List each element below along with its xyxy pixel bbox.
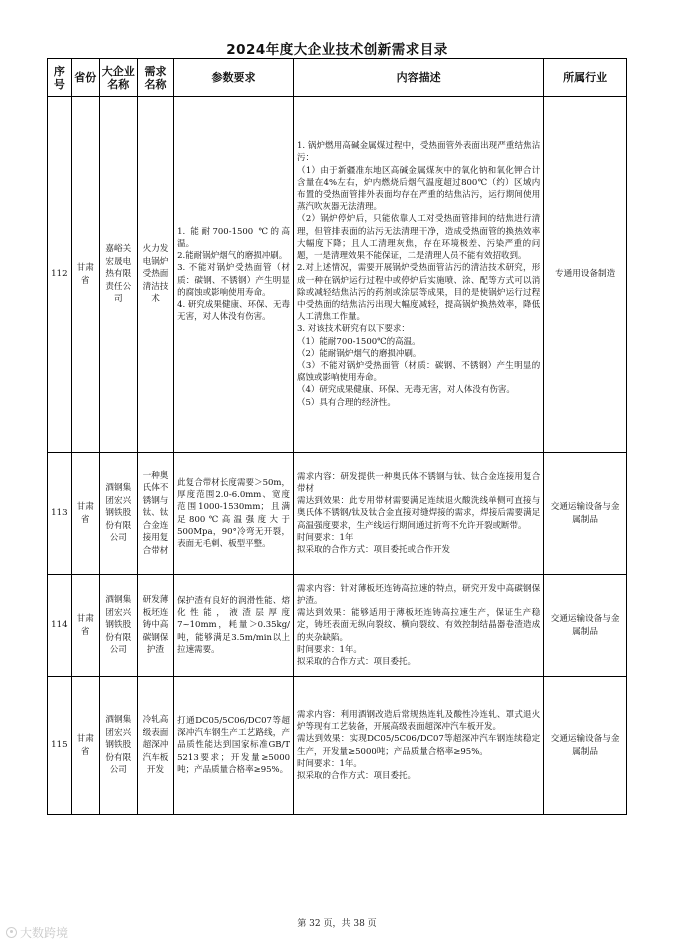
cell-seq: 113 (48, 453, 72, 575)
watermark-text: 大数跨境 (20, 926, 69, 940)
content-line: 需达到效果：能够适用于薄板坯连铸高拉速生产，保证生产稳定，铸坯表面无纵向裂纹、横向裂纹、有效控制结晶器卷渣造成的夹杂缺陷。 (297, 608, 541, 643)
header-industry: 所属行业 (544, 59, 627, 97)
cell-content (294, 453, 544, 575)
table-row (48, 453, 627, 575)
table-row (48, 97, 627, 453)
param-line: 1. 能耐700-1500 ℃的高温。 (177, 226, 291, 249)
content-line: 需达到效果：实现DC05/5C06/DC07等超深冲汽车钢连续稳定生产，开发量≥5000吨；产品质量合格率≥95%。 (297, 734, 541, 757)
cell-industry: 交通运输设备与金属制品 (544, 453, 627, 575)
header-company: 大企业名称 (99, 59, 137, 97)
page-title: 2024年度大企业技术创新需求目录 (226, 42, 448, 58)
content-line: 时间要求：1年。 (297, 644, 362, 655)
cell-seq: 115 (48, 677, 72, 815)
content-line: 需达到效果：此专用带材需要满足连续退火酸洗线单侧可直接与奥氏体不锈钢/钛及钛合金直接对缝焊接的需求，焊接后需要满足高温强度要求，生产线运行期间通过折弯不允许开裂或断带。 (297, 496, 541, 531)
content-line: （3）不能对锅炉受热面管（材质：碳钢、不锈钢）产生明显的腐蚀或影响使用寿命。 (297, 360, 541, 384)
content-line: 1. 锅炉燃用高碱金属煤过程中，受热面管外表面出现严重结焦沾污： (297, 141, 541, 164)
content-line: 3. 对该技术研究有以下要求： (297, 324, 410, 335)
cell-company: 嘉峪关宏晟电热有限责任公司 (99, 97, 137, 453)
param-line: 4. 研究成果健康、环保、无毒无害，对人体没有伤害。 (177, 299, 291, 323)
param-line: 此复合带材长度需要＞50m，厚度范围2.0-6.0mm、宽度范围1000-1530mm；且满足800℃高温强度大于500Mpa，90°冷弯无开裂，表面无毛刺、板型平整。 (177, 477, 291, 549)
content-line: 拟采取的合作方式：项目委托或合作开发 (297, 545, 451, 555)
content-line: （1）由于新疆准东地区高碱金属煤灰中的氧化钠和氧化钾合计含量在4%左右，炉内燃烧后烟气温度超过800℃（约）区域内布置的受热面管排外表面均存在严重的结焦沾污，运行期间使用蒸汽吹灰器无法清理。 (297, 165, 541, 213)
header-demand-name: 需求名称 (137, 59, 173, 97)
watermark (6, 924, 68, 941)
cell-province: 甘肃省 (71, 97, 99, 453)
content-line: 需求内容：针对薄板坯连铸高拉速的特点，研究开发中高碳钢保护渣。 (297, 583, 541, 606)
cell-params (174, 97, 294, 453)
content-line: 需求内容：研发提供一种奥氏体不锈钢与钛、钛合金连接用复合带材 (297, 471, 541, 494)
cell-params (174, 677, 294, 815)
table-row (48, 575, 627, 677)
cell-content (294, 97, 544, 453)
cell-company: 酒钢集团宏兴钢铁股份有限公司 (99, 453, 137, 575)
cell-industry: 专通用设备制造 (544, 97, 627, 453)
content-line: 拟采取的合作方式：项目委托。 (297, 657, 417, 667)
param-line: 保护渣有良好的润滑性能、熔化性能，液渣层厚度7~10mm，耗量＞0.35kg/吨，能够满足3.5m/min以上拉速需要。 (177, 595, 291, 655)
content-line: （5）具有合理的经济性。 (297, 397, 396, 408)
page-footer: 第 32 页，共 38 页 (297, 919, 377, 929)
cell-content (294, 677, 544, 815)
cell-content (294, 575, 544, 677)
content-line: 时间要求：1年 (297, 532, 354, 543)
header-params: 参数要求 (174, 59, 294, 97)
cell-company: 酒钢集团宏兴钢铁股份有限公司 (99, 575, 137, 677)
header-seq: 序号 (48, 59, 72, 97)
content-line: （2）锅炉停炉后，只能依靠人工对受热面管排间的结焦进行清理，但管排表面的沾污无法清理干净，造成受热面管的换热效率大幅度下降；且人工清理灰焦，存在环境极差、污染严重的问题，一是清理效果不能保证，二是清理人员不能有效招收到。 (297, 214, 541, 262)
cell-industry: 交通运输设备与金属制品 (544, 677, 627, 815)
param-line: 3. 不能对锅炉受热面管（材质：碳钢、不锈钢）产生明显的腐蚀或影响使用寿命。 (177, 263, 291, 298)
content-line: 拟采取的合作方式：项目委托。 (297, 770, 417, 781)
param-line: 打通DC05/5C06/DC07等超深冲汽车钢生产工艺路线，产品质性能达到国家标准GB/T 5213要求；开发量≥5000吨；产品质量合格率≥95%。 (177, 715, 291, 775)
content-line: 2.对上述情况，需要开展锅炉受热面管沾污的清洁技术研究，形成一种在锅炉运行过程中或停炉后实施喷、涂、配等方式可以消除或减轻结焦沾污的药剂或涂层等成果，目的是使锅炉运行过程中受热面的结焦沾污出现大幅度减轻，提高锅炉换热效率，降低人工清焦工作量。 (297, 263, 541, 323)
cell-seq: 112 (48, 97, 72, 453)
table-row (48, 677, 627, 815)
header-content: 内容描述 (294, 59, 544, 97)
cell-demand-name: 冷轧高级表面超深冲汽车板开发 (137, 677, 173, 815)
cell-demand-name: 研发薄板坯连铸中高碳钢保护渣 (137, 575, 173, 677)
cell-company: 酒钢集团宏兴钢铁股份有限公司 (99, 677, 137, 815)
cell-province: 甘肃省 (71, 453, 99, 575)
content-line: （1）能耐700-1500℃的高温。 (297, 336, 421, 347)
cell-industry: 交通运输设备与金属制品 (544, 575, 627, 677)
demand-table (47, 58, 627, 815)
cell-province: 甘肃省 (71, 575, 99, 677)
cell-demand-name: 一种奥氏体不锈钢与钛、钛合金连接用复合带材 (137, 453, 173, 575)
content-line: （2）能耐锅炉烟气的磨损冲刷。 (297, 348, 422, 359)
cell-demand-name: 火力发电锅炉受热面清洁技术 (137, 97, 173, 453)
header-province: 省份 (71, 59, 99, 97)
watermark-logo-icon (6, 927, 17, 938)
content-line: 需求内容：利用酒钢改造后常规热连轧及酸性冷连轧、罩式退火炉等现有工艺装备，开展高级表面超深冲汽车板开发。 (297, 709, 541, 733)
cell-seq: 114 (48, 575, 72, 677)
cell-province: 甘肃省 (71, 677, 99, 815)
cell-params (174, 453, 294, 575)
content-line: 时间要求：1年。 (297, 758, 362, 769)
param-line: 2.能耐锅炉烟气的磨损冲刷。 (177, 251, 288, 262)
table-header-row (48, 59, 627, 97)
content-line: （4）研究成果健康、环保、无毒无害，对人体没有伤害。 (297, 385, 515, 396)
cell-params (174, 575, 294, 677)
